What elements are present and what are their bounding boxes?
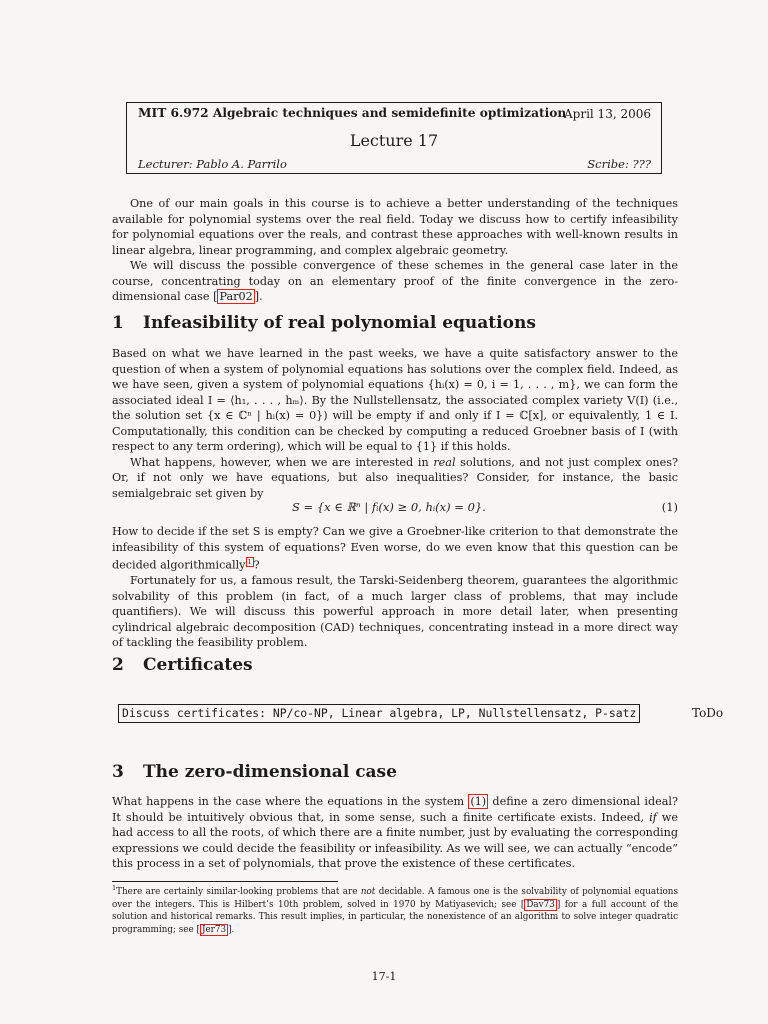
section-1-paragraph-3: How to decide if the set S is empty? Can we give a Groebner-like criterion to that demonstrate the infeasibility of this system of equations? Even worse, do we even know that this question can be decided algorithmically $^1$ ? bbox=[112, 525, 678, 572]
course-title: MIT 6.972 Algebraic techniques and semidefinite optimization bbox=[138, 106, 567, 120]
section-3-paragraph-1: What happens in the case where the equations in the system (1) define a zero dimensional ideal? It should be intuitively obvious that, in some sense, such a finite certificate exists. Indeed, if we had access to all the roots, of which there are a finite number, just by evaluating the corresponding expressions we could decide the feasibility or infeasibility. As we will see, we can actually “encode” this process in a set of polynomials, that prove the existence of these certificates. bbox=[112, 795, 678, 870]
page-number: 17-1 bbox=[371, 970, 397, 983]
todo-box: Discuss certificates: NP/co-NP, Linear algebra, LP, Nullstellensatz, P-satz bbox=[118, 704, 640, 723]
section-heading-2: 2 Certificates bbox=[112, 655, 253, 675]
section-heading-1: 1 Infeasibility of real polynomial equations bbox=[112, 313, 536, 333]
section-1-text-continued bbox=[112, 524, 678, 651]
lecture-title: Lecture 17 bbox=[349, 131, 439, 150]
section-3-text bbox=[112, 794, 678, 872]
footnote bbox=[112, 882, 678, 937]
footnote-link[interactable]: 1 bbox=[247, 558, 252, 566]
intro-text bbox=[112, 196, 678, 305]
section-1-paragraph-2: What happens, however, when we are interested in real solutions, and not just complex ones? Or, if not only we have equations, but also inequalities? Consider, for instance, the basic semialgebraic set given by bbox=[112, 455, 679, 500]
section-1-text bbox=[112, 346, 678, 501]
equation-label: (1) bbox=[661, 500, 678, 514]
equation-reference-link[interactable]: (1) bbox=[470, 795, 487, 808]
citation-link[interactable]: Par02 bbox=[219, 290, 253, 303]
intro-paragraph-2: We will discuss the possible convergence of these schemes in the general case later in the course, concentrating today on an elementary proof of the finite convergence in the zero-dimensional case [ Par02 ]. bbox=[112, 259, 678, 303]
citation-link[interactable]: Jer73 bbox=[201, 925, 227, 936]
citation-link[interactable]: Dav73 bbox=[526, 899, 555, 910]
todo-margin-note: ToDo bbox=[692, 706, 724, 720]
section-1-paragraph-1: Based on what we have learned in the past weeks, we have a quite satisfactory answer to the question of when a system of polynomial equations has solutions over the complex field. Indeed, as we have seen, given a system of polynomial equations {hᵢ(x) = 0, i = 1, . . . , m}, we can form the associated ideal I = ⟨h₁, . . . , hₘ⟩. By the Nullstellensatz, the associated complex variety V(I) (i.e., the solution set {x ∈ ℂⁿ | hᵢ(x) = 0}) will be empty if and only if I = ℂ[x], or equivalently, 1 ∈ I. Computationally, this condition can be checked by computing a reduced Groebner basis of I (with respect to any term ordering), which will be equal to {1} if this holds. bbox=[112, 347, 678, 453]
lecture-date: April 13, 2006 bbox=[563, 107, 651, 121]
intro-paragraph-1: One of our main goals in this course is to achieve a better understanding of the techniques available for polynomial systems over the real field. Today we discuss how to certify infeasibility for polynomial equations over the reals, and contrast these approaches with well-known results in linear algebra, linear programming, and complex algebraic geometry. bbox=[112, 197, 678, 257]
lecture-header-box bbox=[126, 102, 662, 174]
lecturer: Lecturer: Pablo A. Parrilo bbox=[138, 157, 287, 171]
footnote-text: $^1$There are certainly similar-looking problems that are not decidable. A famous one is the solvability of polynomial equations over the integers. This is Hilbert’s 10th problem, solved in 1970 by Matiyasevich; see [ Dav73 ] for a full account of the solution and historical remarks. This result implies, in particular, the nonexistence of an algorithm to solve integer quadratic programming; see [ Jer73 ]. bbox=[112, 884, 678, 936]
equation-body: S = {x ∈ ℝⁿ | fᵢ(x) ≥ 0, hᵢ(x) = 0}. bbox=[292, 500, 486, 514]
section-1-paragraph-4: Fortunately for us, a famous result, the Tarski-Seidenberg theorem, guarantees the algorithmic solvability of this problem (in fact, of a much larger class of problems, that may include quantifiers). We will discuss this powerful approach in more detail later, when presenting cylindrical algebraic decomposition (CAD) techniques, concentrating instead in a more direct way of tackling the feasibility problem. bbox=[112, 574, 678, 650]
scribe: Scribe: ??? bbox=[587, 157, 651, 171]
section-heading-3: 3 The zero-dimensional case bbox=[112, 762, 397, 782]
